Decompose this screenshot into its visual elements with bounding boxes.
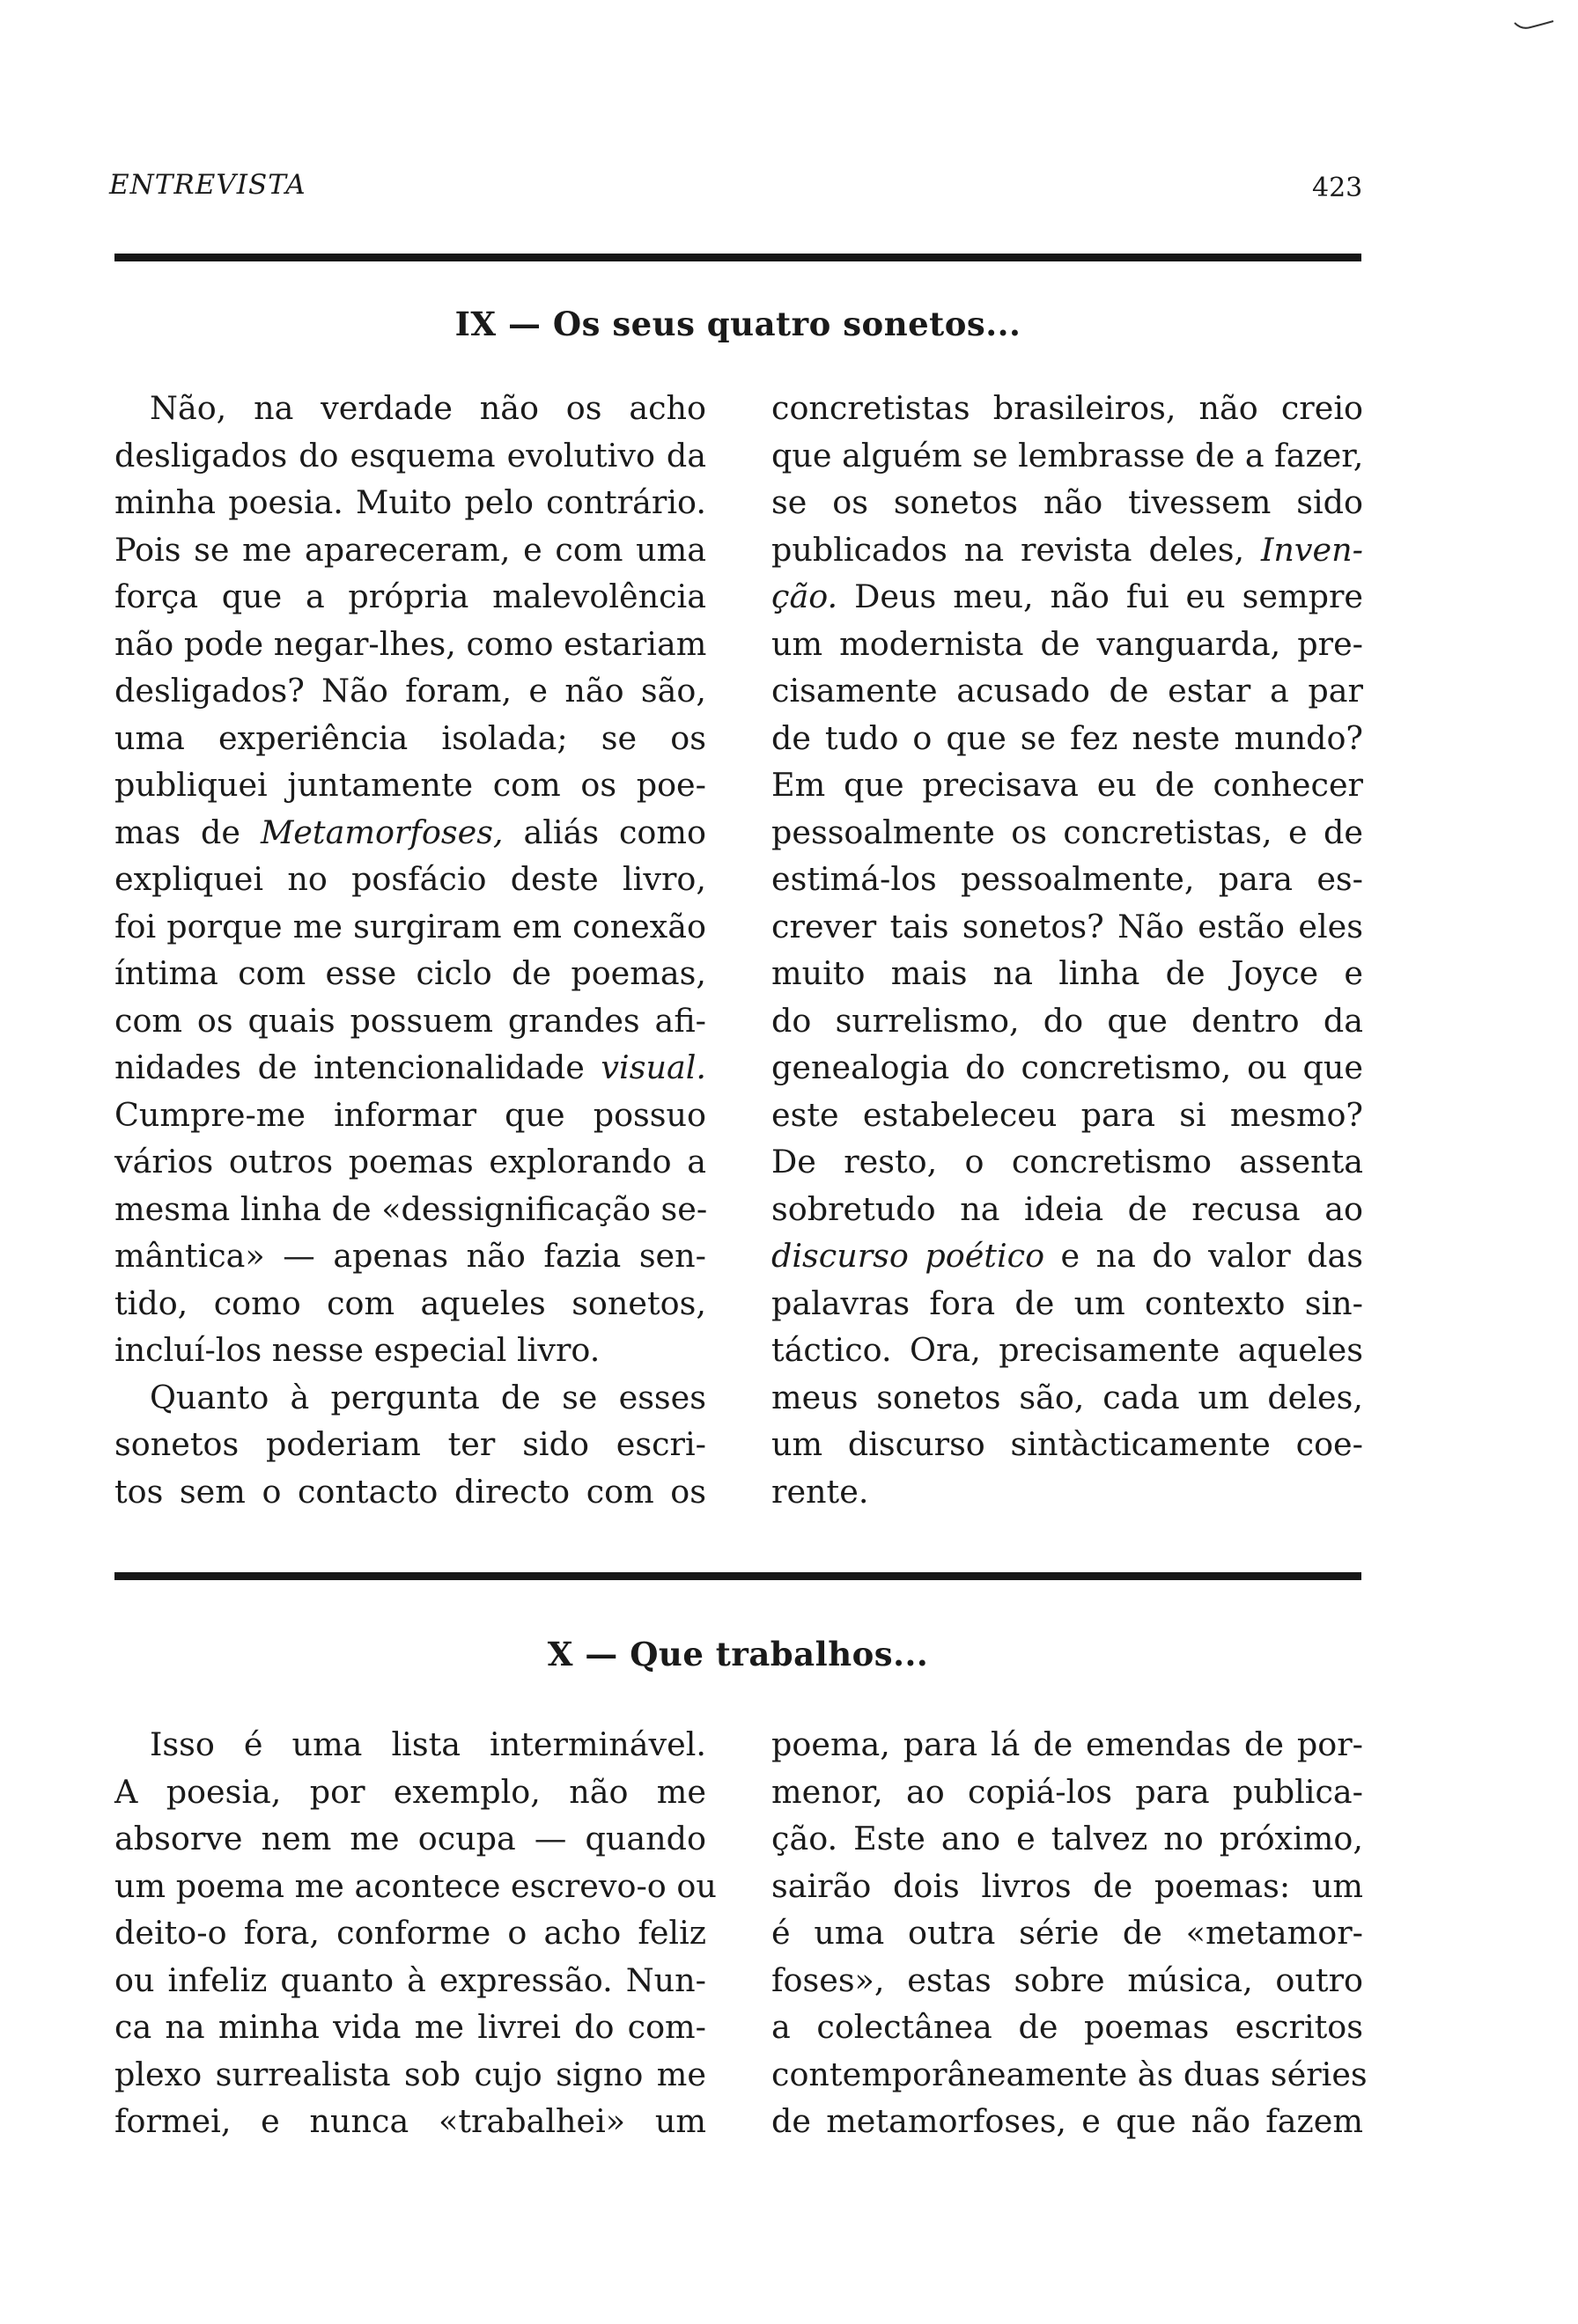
text-line: tos sem o contacto directo com os (114, 1472, 706, 1511)
text-line: Pois se me apareceram, e com uma (114, 530, 706, 569)
text-line: Cumpre-me informar que possuo (114, 1095, 706, 1134)
text-line: um discurso sintàcticamente coe- (771, 1425, 1363, 1463)
text-line: estimá-los pessoalmente, para es- (771, 860, 1363, 898)
text-line: De resto, o concretismo assenta (771, 1143, 1363, 1180)
text-line: Quanto à pergunta de se esses (150, 1378, 706, 1416)
text-line: do surrelismo, do que dentro da (771, 1001, 1363, 1040)
text-line: um poema me acontece escrevo-o ou (114, 1866, 717, 1905)
pencil-mark (1513, 19, 1555, 32)
text-line: mântica» — apenas não fazia sen- (114, 1237, 706, 1275)
text-line: foses», estas sobre música, outro (771, 1960, 1363, 1999)
section-rule (114, 254, 1361, 261)
text-line: uma experiência isolada; se os (114, 718, 706, 757)
emphasis-discurso-poetico: discurso poético (771, 1237, 1045, 1275)
text-line: menor, ao copiá-los para publica- (771, 1772, 1363, 1811)
text-line: força que a própria malevolência (114, 577, 706, 615)
text-line: ou infeliz quanto à expressão. Nun- (114, 1960, 706, 1999)
text-line: foi porque me surgiram em conexão (114, 907, 706, 945)
text-line (771, 526, 1363, 574)
text-line: plexo surrealista sob cujo signo me (114, 2055, 706, 2093)
text-line: tido, como com aqueles sonetos, (114, 1283, 706, 1322)
text-fragment: nidades de intencionalidade (114, 1048, 601, 1086)
text-line: mesma linha de «dessignificação se- (114, 1189, 708, 1228)
text-line: concretistas brasileiros, não creio (771, 389, 1363, 427)
text-line: minha poesia. Muito pelo contrário. (114, 483, 706, 521)
text-line: palavras fora de um contexto sin- (771, 1283, 1363, 1322)
section-ix-left-column (114, 385, 706, 1515)
book-title-metamorfoses: Metamorfoses, (260, 813, 504, 851)
text-line: contemporâneamente às duas séries (771, 2055, 1368, 2093)
text-line: genealogia do concretismo, ou que (771, 1048, 1363, 1086)
section-x-right-column (771, 1721, 1368, 2145)
text-line: táctico. Ora, precisamente aqueles (771, 1331, 1363, 1369)
text-line: cisamente acusado de estar a par (771, 672, 1363, 710)
text-line: de tudo o que se fez neste mundo? (771, 718, 1363, 757)
section-heading-ix: IX — Os seus quatro sonetos... (454, 305, 1021, 343)
journal-title-invencao: Inven- (1261, 530, 1363, 569)
journal-title-invencao-cont: ção. (771, 577, 838, 615)
text-line: com os quais possuem grandes afi- (114, 1001, 706, 1040)
text-line: absorve nem me ocupa — quando (114, 1820, 706, 1857)
text-line: de metamorfoses, e que não fazem (771, 2102, 1363, 2140)
text-fragment: aliás como (503, 813, 706, 851)
text-fragment: e na do valor das (1044, 1237, 1363, 1275)
text-fragment: mas de (114, 813, 261, 851)
text-line: publiquei juntamente com os poe- (114, 766, 706, 804)
text-line: sonetos poderiam ter sido escri- (114, 1425, 706, 1463)
text-line: vários outros poemas explorando a (114, 1143, 706, 1180)
text-line: deito-o fora, conforme o acho feliz (114, 1914, 706, 1952)
text-line: pessoalmente os concretistas, e de (771, 813, 1363, 851)
text-line: muito mais na linha de Joyce e (771, 954, 1363, 992)
section-heading-x: X — Que trabalhos... (547, 1635, 929, 1673)
text-line (771, 573, 1363, 621)
section-rule (114, 1572, 1361, 1580)
text-line: formei, e nunca «trabalhei» um (114, 2102, 706, 2140)
text-line: A poesia, por exemplo, não me (114, 1772, 706, 1811)
emphasis-visual: visual. (601, 1048, 706, 1086)
text-line: que alguém se lembrasse de a fazer, (771, 436, 1364, 474)
text-line: sobretudo na ideia de recusa ao (771, 1189, 1363, 1228)
text-line: rente. (771, 1472, 869, 1511)
text-fragment: publicados na revista deles, (771, 530, 1261, 569)
text-line: é uma outra série de «metamor- (771, 1914, 1363, 1952)
text-line: sairão dois livros de poemas: um (771, 1866, 1363, 1905)
text-line: um modernista de vanguarda, pre- (771, 624, 1363, 663)
text-line: ca na minha vida me livrei do com- (114, 2008, 706, 2046)
text-line: este estabeleceu para si mesmo? (771, 1095, 1363, 1134)
section-ix-right-column (771, 385, 1363, 1515)
text-line: desligados? Não foram, e não são, (114, 672, 706, 710)
text-line: Não, na verdade não os acho (150, 389, 706, 427)
running-head: ENTREVISTA (109, 169, 306, 201)
text-line: se os sonetos não tivessem sido (771, 483, 1363, 521)
text-line: íntima com esse ciclo de poemas, (114, 954, 706, 992)
text-line: meus sonetos são, cada um deles, (771, 1378, 1363, 1416)
text-line: a colectânea de poemas escritos (771, 2008, 1363, 2046)
section-x-left-column (114, 1721, 717, 2145)
text-line: ção. Este ano e talvez no próximo, (771, 1820, 1363, 1857)
text-line (771, 1232, 1363, 1280)
text-line: desligados do esquema evolutivo da (114, 436, 706, 474)
text-fragment: Deus meu, não fui eu sempre (837, 577, 1363, 615)
text-line: incluí-los nesse especial livro. (114, 1331, 601, 1369)
page-number: 423 (1312, 173, 1363, 203)
text-line (114, 1044, 706, 1092)
text-line: não pode negar-lhes, como estariam (114, 624, 707, 663)
text-line: Em que precisava eu de conhecer (771, 766, 1363, 804)
text-line: expliquei no posfácio deste livro, (114, 860, 706, 898)
text-line: crever tais sonetos? Não estão eles (771, 907, 1363, 945)
text-line (114, 809, 706, 857)
text-line: Isso é uma lista interminável. (150, 1725, 706, 1763)
text-line: poema, para lá de emendas de por- (771, 1725, 1363, 1763)
